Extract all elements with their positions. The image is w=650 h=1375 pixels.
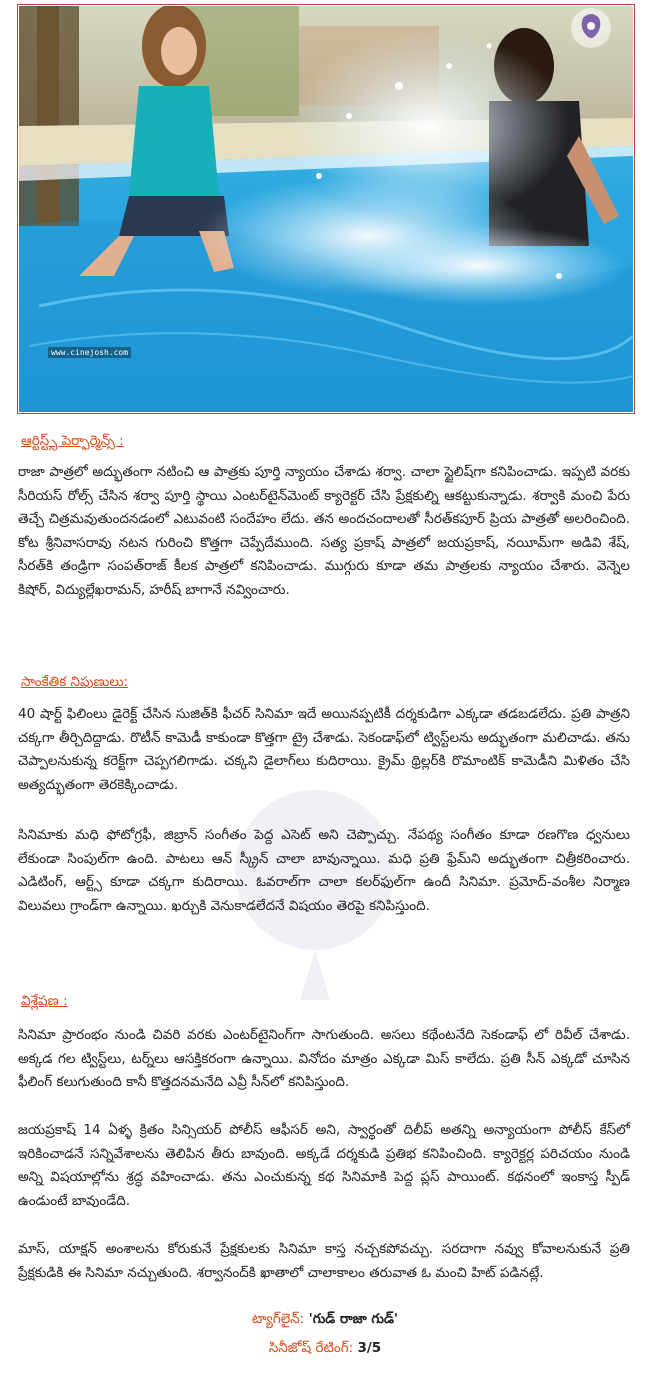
paragraph-analysis-2: జయప్రకాష్ 14 ఏళ్ళ క్రితం సిన్సియర్ పోలీస్ ఆఫీసర్ అని, స్వార్థంతో దిలీప్ అతన్ని అన్యాయంగా పోలీస్ కేస్‌లో ఇరికించాడనే సన్నివేశాలను తెలిపిన తీరు బావుంది. అక్కడే దర్శకుడి ప్రతిభ కనిపించింది. క్యారెక్టర్ల పరిచయం నుండి అన్ని విషయాల్లోను శ్రద్ధ వహించాడు. తను ఎంచుకున్న కథ సినిమాకి పెద్ద ప్లస్ పాయింట్. కథనంలో ఇంకాస్త స్పీడ్ ఉండుంటే బావుండేది. [18, 1122, 630, 1209]
rating-value: 3/5 [357, 1340, 382, 1356]
rating-line [0, 1340, 650, 1359]
tagline-value: 'గుడ్ రాజా గుడ్' [308, 1311, 399, 1327]
paragraph-technicians-2: సినిమాకు మధి ఫోటోగ్రఫీ, జిబ్రాన్ సంగీతం పెద్ద ఎసెట్ అని చెప్పొచ్చు. నేపథ్య సంగీతం కూడా రణగొణ ధ్వనులు లేకుండా సింపుల్‌గా ఉంది. పాటలు ఆన్ స్క్రీన్ చాలా బావున్నాయి. మధి ప్రతి ఫ్రేమ్‌ని అద్భుతంగా చిత్రీకరించారు. ఎడిటింగ్, ఆర్ట్స్ కూడా చక్కగా కుదిరాయి. ఓవరాల్‌గా చాలా కలర్‌ఫుల్‌గా ఉందీ సినిమా. ప్రమోద్-వంశీల నిర్మాణ విలువలు గ్రాండ్‌గా ఉన్నాయి. ఖర్చుకి వెనుకాడలేదనే విషయం తెరపై కనిపిస్తుంది. [18, 827, 630, 914]
section-heading-analysis: విశ్లేషణ : [21, 993, 68, 1009]
cinejosh-logo-icon [571, 8, 611, 48]
rating-label: సినీజోష్ రేటింగ్: [268, 1340, 354, 1356]
paragraph-technicians-1: 40 షార్ట్ ఫిలింలు డైరెక్ట్ చేసిన సుజిత్‌కి ఫీచర్ సినిమా ఇదే అయినప్పటికీ దర్శకుడిగా ఎక్కడా తడబడలేదు. ప్రతి పాత్రని చక్కగా తీర్చిదిద్దాడు. రొటీన్ కామెడీ కాకుండా కొత్తగా ట్రై చేశాడు. సెకండాఫ్‌లో ట్విస్ట్‌లను అద్భుతంగా మలిచాడు. తను చెప్పాలనుకున్న కరెక్ట్‌గా చెప్పగలిగాడు. చక్కని డైలాగ్‌లు కుదిరాయి. క్రైమ్ థ్రిల్లర్‌కి రొమాంటిక్ కామెడీని మిళితం చేసి అత్యద్భుతంగా తెరకెక్కించాడు. [18, 706, 630, 793]
photo-watermark-url: www.cinejosh.com [48, 347, 131, 358]
movie-still-frame [17, 4, 635, 414]
section-heading-artists: ఆర్టిస్ట్స్ పెర్ఫార్మెన్స్ : [21, 433, 124, 449]
tagline-label: ట్యాగ్‌లైన్: [251, 1311, 305, 1327]
paragraph-analysis-1: సినిమా ప్రారంభం నుండి చివరి వరకు ఎంటర్‌టైనింగ్‌గా సాగుతుంది. అసలు కథేంటనేది సెకండాఫ్ లో రివీల్ చేశాడు. అక్కడ గల ట్విస్ట్‌లు, టర్న్‌లు ఆసక్తికరంగా ఉన్నాయి. వినోదం మాత్రం ఎక్కడా మిస్ కాలేదు. ప్రతి సీన్ ఎక్కడో చూసిన ఫీలింగ్ కలుగుతుంది కానీ కొత్తదనమనేది ఎవ్రీ సీన్‌లో కనిపిస్తుంది. [18, 1027, 630, 1091]
paragraph-artists: రాజా పాత్రలో అద్భుతంగా నటించి ఆ పాత్రకు పూర్తి న్యాయం చేశాడు శర్వా. చాలా స్టైలిష్‌గా కనిపించాడు. ఇప్పటి వరకు సీరియస్ రోల్స్ చేసిన శర్వా పూర్తి స్థాయి ఎంటర్‌టైన్‌మెంట్ క్యారెక్టర్ చేసి ప్రేక్షకుల్ని ఆకట్టుకున్నాడు. శర్వాకి మంచి పేరు తెచ్చే చిత్రమవుతుందనడంలో ఎటువంటి సందేహం లేదు. తన అందచందాలతో సీరత్‌కపూర్ ప్రియ పాత్రతో అలరించింది. కోట శ్రీనివాసరావు నటన గురించి కొత్తగా చెప్పేదేముంది. సత్య ప్రకాష్ పాత్రలో జయప్రకాష్, నయీమ్‌గా అడివి శేష్, సీరత్‌కి తండ్రిగా సంపత్‌రాజ్ కీలక పాత్రలో కనిపించాడు. ముగ్గురు కూడా తమ పాత్రలకు న్యాయం చేశారు. వెన్నెల కిషోర్, విద్యుల్లేఖరామన్, హరీష్ బాగానే నవ్వించారు. [18, 464, 630, 598]
tagline-line [0, 1311, 650, 1330]
paragraph-analysis-3: మాస్, యాక్షన్ అంశాలను కోరుకునే ప్రేక్షకులకు సినిమా కాస్త నచ్చకపోవచ్చు. సరదాగా నవ్వు కోవాలనుకునే ప్రతి ప్రేక్షకుడికి ఈ సినిమా నచ్చుతుంది. శర్వానంద్‌కి ఖాతాలో చాలాకాలం తరువాత ఓ మంచి హిట్ పడినట్లే. [18, 1241, 630, 1281]
section-heading-technicians: సాంకేతిక నిపుణులు: [21, 674, 129, 690]
